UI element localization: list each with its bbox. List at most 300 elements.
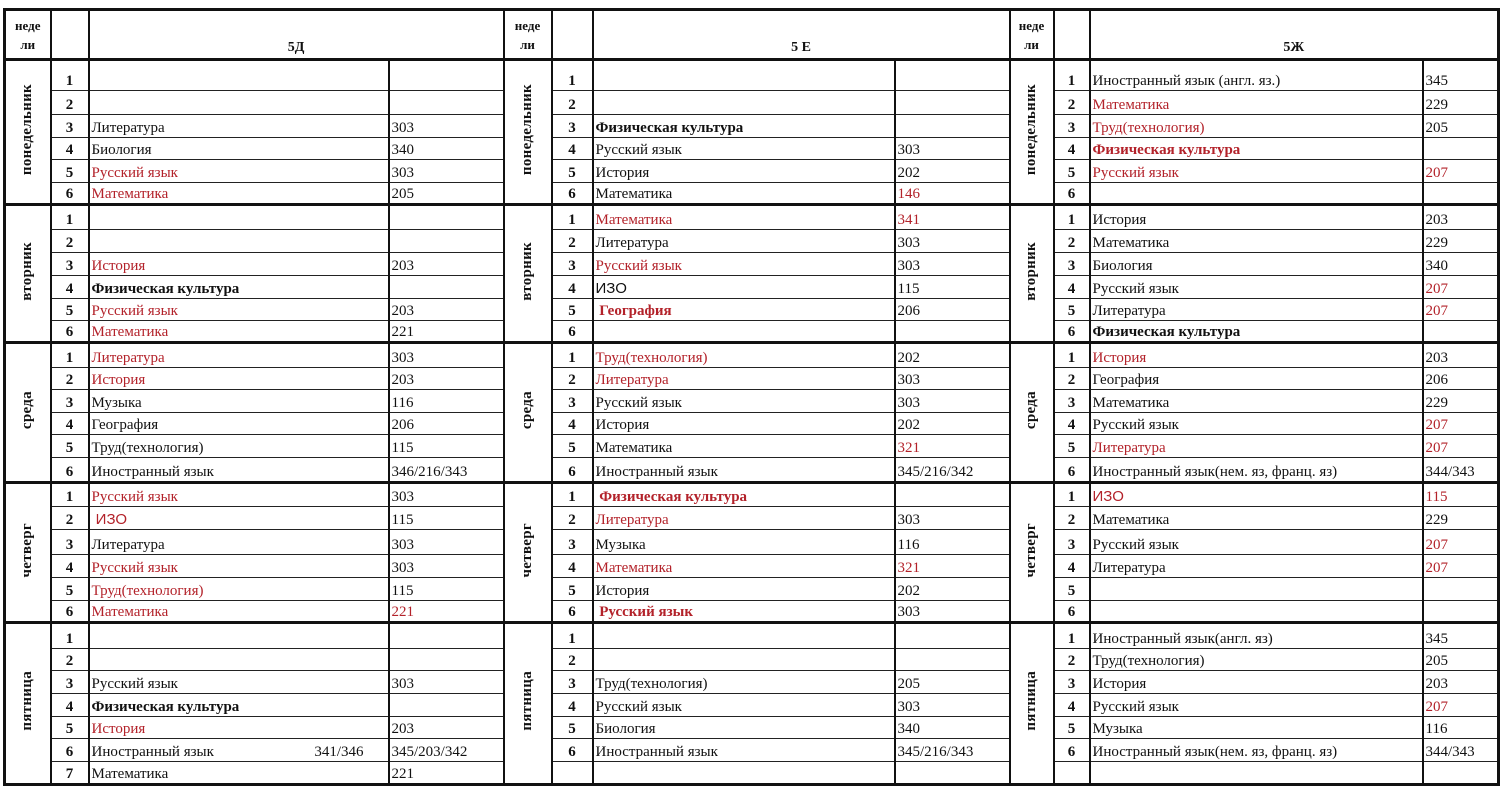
lesson-number: 5	[51, 299, 89, 321]
subject-cell	[89, 483, 389, 507]
lesson-number: 4	[51, 276, 89, 299]
lesson-number: 1	[552, 60, 593, 91]
subject-name: Музыка	[595, 537, 646, 553]
lesson-number: 5	[552, 299, 593, 321]
room-cell	[389, 230, 504, 253]
day-label: вторник	[519, 241, 536, 301]
day-cell	[504, 483, 552, 623]
lesson-number: 6	[51, 601, 89, 623]
day-cell	[504, 205, 552, 343]
room-cell: 303	[895, 138, 1010, 160]
room-cell: 207	[1423, 276, 1499, 299]
subject-name: Математика	[91, 766, 169, 782]
lesson-number: 1	[552, 343, 593, 368]
room-cell: 345	[1423, 623, 1499, 649]
lesson-row	[5, 60, 1499, 91]
subject-name: Русский язык	[91, 676, 178, 692]
room-cell	[895, 91, 1010, 115]
room-cell: 205	[1423, 115, 1499, 138]
lesson-number-header	[552, 10, 593, 60]
subject-cell	[89, 413, 389, 435]
lesson-number: 2	[51, 368, 89, 390]
subject-name: География	[91, 417, 159, 433]
subject-cell	[89, 60, 389, 91]
subject-cell	[1090, 368, 1423, 390]
lesson-number: 5	[1054, 160, 1090, 183]
lesson-number: 3	[51, 671, 89, 694]
subject-cell	[593, 671, 895, 694]
room-cell: 303	[389, 671, 504, 694]
day-label: вторник	[19, 241, 36, 301]
lesson-number: 3	[51, 530, 89, 555]
subject-cell	[1090, 530, 1423, 555]
lesson-number: 7	[51, 762, 89, 785]
subject-cell	[1090, 276, 1423, 299]
room-cell	[895, 115, 1010, 138]
room-cell: 341	[895, 205, 1010, 230]
lesson-row	[5, 115, 1499, 138]
room-cell	[389, 205, 504, 230]
room-cell: 303	[895, 507, 1010, 530]
subject-name: Математика	[1092, 235, 1170, 251]
subject-name: История	[1092, 676, 1147, 692]
room-cell: 221	[389, 601, 504, 623]
subject-name: Литература	[91, 120, 165, 136]
lesson-number: 4	[552, 555, 593, 578]
subject-cell	[593, 276, 895, 299]
room-cell: 346/216/343	[389, 458, 504, 483]
room-cell: 207	[1423, 413, 1499, 435]
subject-cell	[593, 160, 895, 183]
room-cell: 303	[895, 694, 1010, 717]
subject-cell	[89, 115, 389, 138]
subject-name: Литература	[91, 537, 165, 553]
subject-cell	[89, 253, 389, 276]
room-cell	[389, 276, 504, 299]
subject-cell	[593, 230, 895, 253]
subject-name: География	[595, 303, 672, 319]
lesson-number: 6	[1054, 183, 1090, 205]
lesson-number: 6	[552, 183, 593, 205]
room-cell: 206	[1423, 368, 1499, 390]
subject-name: Физическая культура	[91, 281, 240, 297]
room-cell	[1423, 578, 1499, 601]
lesson-number: 3	[1054, 115, 1090, 138]
lesson-number: 1	[1054, 343, 1090, 368]
lesson-number: 1	[51, 343, 89, 368]
lesson-number: 1	[552, 623, 593, 649]
subject-cell	[89, 368, 389, 390]
room-cell	[1423, 601, 1499, 623]
subject-name: Русский язык	[595, 699, 682, 715]
subject-name: Иностранный язык	[91, 744, 214, 760]
subject-cell	[593, 601, 895, 623]
lesson-number: 1	[51, 205, 89, 230]
subject-cell	[1090, 739, 1423, 762]
lesson-row	[5, 694, 1499, 717]
lesson-number: 3	[1054, 390, 1090, 413]
room-cell	[895, 623, 1010, 649]
lesson-number: 5	[1054, 578, 1090, 601]
day-cell	[5, 623, 51, 785]
subject-cell	[593, 321, 895, 343]
room-cell: 115	[895, 276, 1010, 299]
lesson-row	[5, 138, 1499, 160]
lesson-number: 1	[1054, 205, 1090, 230]
lesson-number	[552, 762, 593, 785]
day-label: пятница	[1023, 671, 1040, 731]
lesson-number: 4	[1054, 555, 1090, 578]
room-cell: 205	[895, 671, 1010, 694]
room-cell: 221	[389, 321, 504, 343]
subject-name: Музыка	[1092, 721, 1143, 737]
subject-cell	[593, 299, 895, 321]
subject-cell	[89, 507, 389, 530]
subject-cell	[593, 717, 895, 739]
subject-name: Математика	[1092, 97, 1170, 113]
room-cell: 115	[389, 435, 504, 458]
room-cell	[389, 623, 504, 649]
lesson-row	[5, 91, 1499, 115]
room-cell: 203	[389, 299, 504, 321]
subject-name: Труд(технология)	[595, 350, 708, 366]
lesson-number: 6	[1054, 601, 1090, 623]
room-cell: 203	[389, 368, 504, 390]
day-label: понедельник	[519, 83, 536, 176]
subject-cell	[593, 183, 895, 205]
room-cell: 206	[389, 413, 504, 435]
room-cell: 345/203/342	[389, 739, 504, 762]
subject-name: Русский язык	[595, 258, 682, 274]
lesson-row	[5, 205, 1499, 230]
room-cell	[389, 649, 504, 671]
lesson-number: 3	[1054, 530, 1090, 555]
subject-cell	[1090, 649, 1423, 671]
room-cell: 321	[895, 435, 1010, 458]
subject-cell	[1090, 390, 1423, 413]
subject-cell	[89, 183, 389, 205]
room-cell: 303	[895, 253, 1010, 276]
room-cell: 207	[1423, 530, 1499, 555]
lesson-number: 5	[1054, 717, 1090, 739]
subject-name: ИЗО	[595, 280, 627, 297]
room-cell: 202	[895, 343, 1010, 368]
subject-cell	[1090, 91, 1423, 115]
day-header-line: ли	[520, 36, 535, 52]
room-cell: 115	[389, 578, 504, 601]
lesson-number: 4	[51, 413, 89, 435]
day-cell	[504, 623, 552, 785]
subject-name: История	[91, 258, 146, 274]
lesson-number: 3	[552, 253, 593, 276]
subject-cell	[89, 694, 389, 717]
room-cell: 207	[1423, 435, 1499, 458]
room-cell: 303	[895, 230, 1010, 253]
subject-cell	[593, 458, 895, 483]
subject-cell	[1090, 321, 1423, 343]
lesson-number: 1	[1054, 60, 1090, 91]
lesson-number: 2	[51, 507, 89, 530]
lesson-number: 2	[1054, 649, 1090, 671]
room-cell: 345/216/343	[895, 739, 1010, 762]
subject-name: Математика	[91, 604, 169, 620]
subject-cell	[593, 205, 895, 230]
lesson-row	[5, 507, 1499, 530]
subject-cell	[1090, 160, 1423, 183]
class-title: 5 Е	[593, 10, 1010, 60]
subject-cell	[89, 230, 389, 253]
subject-name: Физическая культура	[595, 120, 744, 136]
lesson-row	[5, 671, 1499, 694]
subject-cell	[89, 276, 389, 299]
room-cell: 202	[895, 578, 1010, 601]
room-cell: 303	[389, 483, 504, 507]
room-cell: 303	[389, 530, 504, 555]
subject-cell	[1090, 115, 1423, 138]
subject-name: Литература	[1092, 440, 1166, 456]
subject-name: Биология	[595, 721, 656, 737]
subject-name: Физическая культура	[91, 699, 240, 715]
day-label: среда	[519, 390, 536, 430]
class-title: 5Ж	[1090, 10, 1499, 60]
day-header-line: неде	[514, 17, 541, 33]
subject-name: Русский язык	[595, 604, 693, 620]
room-cell: 205	[1423, 649, 1499, 671]
subject-name: Физическая культура	[1092, 324, 1241, 340]
subject-cell	[1090, 507, 1423, 530]
lesson-number: 6	[51, 321, 89, 343]
subject-cell	[89, 649, 389, 671]
lesson-number: 1	[51, 623, 89, 649]
lesson-number: 6	[51, 739, 89, 762]
room-cell: 116	[1423, 717, 1499, 739]
room-cell	[895, 762, 1010, 785]
subject-name: Литература	[595, 235, 669, 251]
lesson-row	[5, 276, 1499, 299]
subject-cell	[89, 762, 389, 785]
room-cell: 229	[1423, 91, 1499, 115]
lesson-number: 3	[51, 390, 89, 413]
lesson-number: 3	[552, 530, 593, 555]
day-column-header	[5, 10, 51, 60]
subject-name: Математика	[91, 186, 169, 202]
room-cell: 116	[895, 530, 1010, 555]
lesson-number: 3	[1054, 253, 1090, 276]
lesson-row	[5, 717, 1499, 739]
room-cell: 303	[389, 160, 504, 183]
lesson-number: 4	[552, 276, 593, 299]
subject-cell	[89, 601, 389, 623]
subject-name: Литература	[595, 512, 669, 528]
subject-name: История	[1092, 350, 1147, 366]
subject-cell	[89, 530, 389, 555]
lesson-number: 3	[51, 253, 89, 276]
room-cell: 203	[1423, 671, 1499, 694]
room-cell	[389, 60, 504, 91]
room-cell: 221	[389, 762, 504, 785]
subject-name: Русский язык	[1092, 165, 1179, 181]
lesson-row	[5, 623, 1499, 649]
lesson-number: 5	[552, 578, 593, 601]
room-cell: 203	[1423, 205, 1499, 230]
subject-cell	[1090, 299, 1423, 321]
subject-name: Русский язык	[1092, 281, 1179, 297]
subject-name: Математика	[595, 440, 673, 456]
lesson-number: 4	[51, 555, 89, 578]
lesson-number: 6	[1054, 458, 1090, 483]
lesson-row	[5, 601, 1499, 623]
room-cell: 229	[1423, 390, 1499, 413]
subject-cell	[89, 205, 389, 230]
day-label: среда	[1023, 390, 1040, 430]
subject-name: Иностранный язык(нем. яз, франц. яз)	[1092, 744, 1338, 760]
subject-cell	[593, 253, 895, 276]
lesson-number: 6	[51, 458, 89, 483]
lesson-row	[5, 413, 1499, 435]
room-cell: 203	[1423, 343, 1499, 368]
lesson-number: 2	[1054, 507, 1090, 530]
lesson-number: 4	[51, 694, 89, 717]
lesson-number: 3	[552, 671, 593, 694]
lesson-number: 4	[51, 138, 89, 160]
lesson-number: 4	[552, 413, 593, 435]
lesson-row	[5, 578, 1499, 601]
lesson-number: 5	[552, 435, 593, 458]
subject-cell	[1090, 578, 1423, 601]
lesson-row	[5, 160, 1499, 183]
lesson-number: 5	[1054, 299, 1090, 321]
subject-cell	[89, 321, 389, 343]
lesson-number: 2	[552, 649, 593, 671]
subject-cell	[593, 413, 895, 435]
room-cell: 205	[389, 183, 504, 205]
subject-cell	[593, 762, 895, 785]
room-cell: 344/343	[1423, 739, 1499, 762]
subject-cell	[593, 649, 895, 671]
lesson-number-header	[51, 10, 89, 60]
room-cell	[389, 91, 504, 115]
subject-name: Математика	[91, 324, 169, 340]
subject-name: История	[595, 165, 650, 181]
lesson-number	[1054, 762, 1090, 785]
lesson-row	[5, 649, 1499, 671]
day-label: пятница	[519, 671, 536, 731]
day-cell	[5, 205, 51, 343]
subject-name: История	[595, 417, 650, 433]
subject-name: Труд(технология)	[1092, 653, 1205, 669]
lesson-number: 5	[1054, 435, 1090, 458]
subject-cell	[1090, 555, 1423, 578]
subject-name: География	[1092, 372, 1160, 388]
room-cell: 229	[1423, 507, 1499, 530]
day-label: вторник	[1023, 241, 1040, 301]
room-cell	[895, 649, 1010, 671]
subject-name: Русский язык	[1092, 537, 1179, 553]
room-cell: 303	[895, 368, 1010, 390]
subject-name: Труд(технология)	[1092, 120, 1205, 136]
room-cell: 340	[389, 138, 504, 160]
lesson-number: 3	[552, 115, 593, 138]
subject-name: Русский язык	[595, 142, 682, 158]
day-cell	[5, 60, 51, 205]
subject-cell	[1090, 253, 1423, 276]
day-cell	[5, 483, 51, 623]
subject-name: Литература	[1092, 303, 1166, 319]
day-label: четверг	[519, 522, 536, 578]
subject-name: Труд(технология)	[91, 583, 204, 599]
room-cell	[895, 321, 1010, 343]
subject-name: Литература	[91, 350, 165, 366]
lesson-number: 6	[1054, 739, 1090, 762]
lesson-number: 6	[552, 601, 593, 623]
lesson-row	[5, 299, 1499, 321]
lesson-number: 5	[552, 717, 593, 739]
subject-cell	[1090, 483, 1423, 507]
subject-cell	[89, 138, 389, 160]
subject-name: ИЗО	[91, 511, 128, 528]
room-cell: 229	[1423, 230, 1499, 253]
subject-cell	[1090, 205, 1423, 230]
subject-name: Литература	[595, 372, 669, 388]
room-cell: 116	[389, 390, 504, 413]
room-cell	[1423, 762, 1499, 785]
room-cell: 203	[389, 253, 504, 276]
day-column-header	[1010, 10, 1054, 60]
lesson-number: 5	[51, 717, 89, 739]
room-cell	[1423, 321, 1499, 343]
subject-cell	[1090, 60, 1423, 91]
lesson-number: 3	[1054, 671, 1090, 694]
lesson-number-header	[1054, 10, 1090, 60]
day-label: среда	[19, 390, 36, 430]
subject-cell	[89, 555, 389, 578]
header-row	[5, 10, 1499, 60]
room-cell: 206	[895, 299, 1010, 321]
subject-cell	[593, 60, 895, 91]
lesson-row	[5, 390, 1499, 413]
subject-cell	[593, 390, 895, 413]
lesson-row	[5, 368, 1499, 390]
lesson-row	[5, 483, 1499, 507]
subject-cell	[593, 578, 895, 601]
schedule-table	[3, 8, 1500, 786]
lesson-row	[5, 343, 1499, 368]
lesson-row	[5, 739, 1499, 762]
room-cell: 303	[895, 390, 1010, 413]
day-label: понедельник	[19, 83, 36, 176]
room-cell: 115	[389, 507, 504, 530]
subject-name: Русский язык	[1092, 417, 1179, 433]
day-cell	[1010, 343, 1054, 483]
subject-cell	[1090, 717, 1423, 739]
lesson-number: 6	[552, 739, 593, 762]
room-cell: 344/343	[1423, 458, 1499, 483]
subject-cell	[1090, 435, 1423, 458]
subject-cell	[89, 91, 389, 115]
lesson-number: 1	[1054, 623, 1090, 649]
subject-name: Иностранный язык (англ. яз.)	[1092, 73, 1281, 89]
lesson-row	[5, 183, 1499, 205]
subject-name: Труд(технология)	[595, 676, 708, 692]
subject-cell	[89, 739, 389, 762]
lesson-number: 4	[552, 138, 593, 160]
day-cell	[1010, 205, 1054, 343]
subject-cell	[89, 343, 389, 368]
subject-cell	[1090, 230, 1423, 253]
subject-cell	[1090, 623, 1423, 649]
lesson-number: 1	[552, 205, 593, 230]
lesson-number: 5	[51, 578, 89, 601]
